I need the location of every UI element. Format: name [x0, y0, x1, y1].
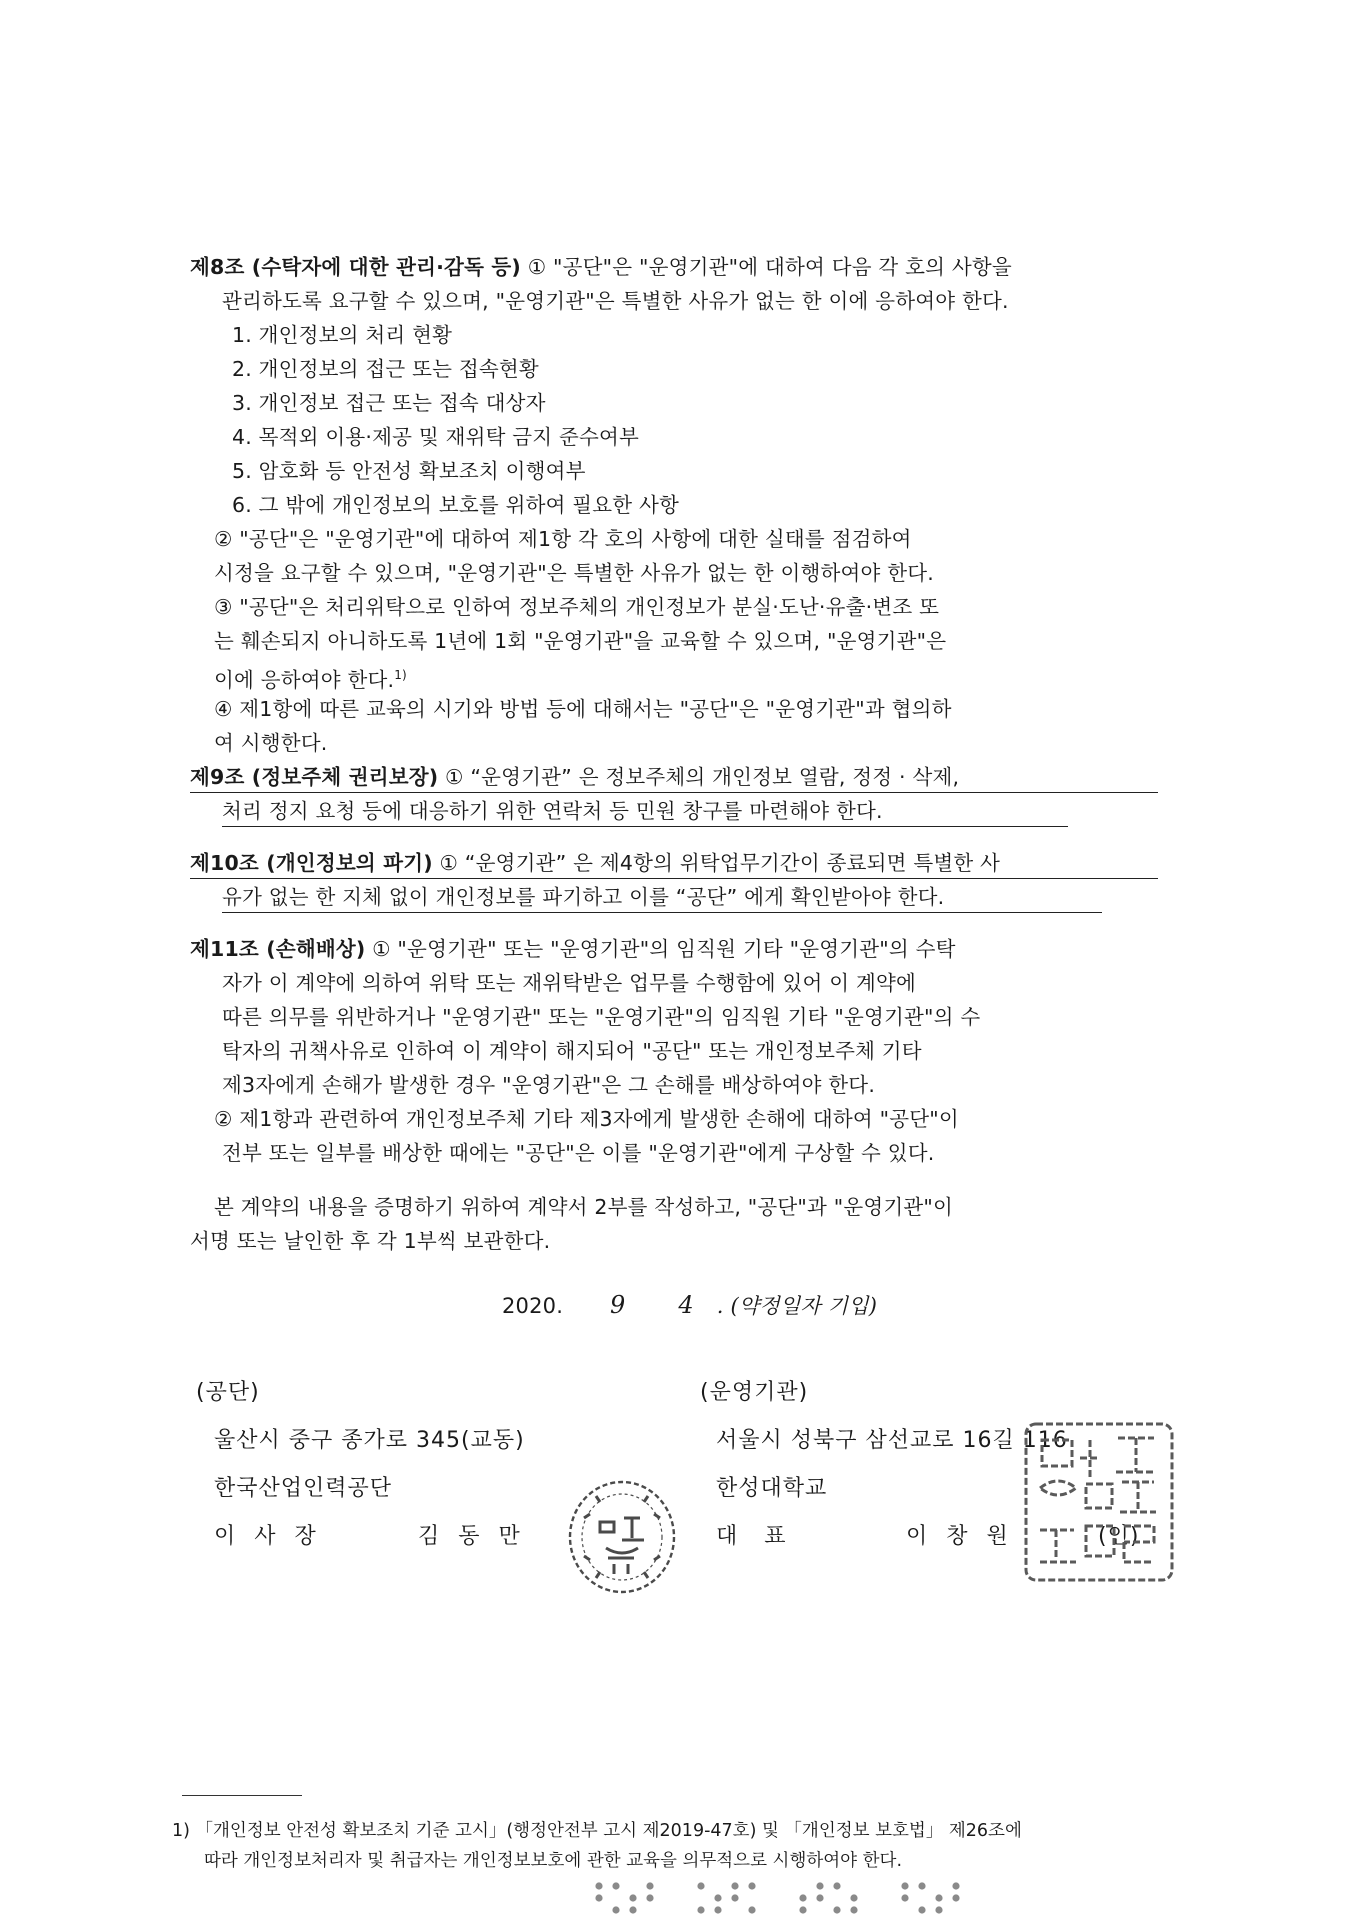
footnote-line2: 따라 개인정보처리자 및 취급자는 개인정보보호에 관한 교육을 의무적으로 시행하여야 한다.: [204, 1851, 903, 1871]
date-day: 4: [678, 1291, 694, 1319]
footnote-ref: 1): [394, 668, 407, 682]
art10-line1: [190, 848, 1000, 878]
art8-line2: 관리하도록 요구할 수 있으며, "운영기관"은 특별한 사유가 없는 한 이에 응하여야 한다.: [222, 289, 1009, 313]
party-b-seal-icon: [1020, 1418, 1178, 1586]
art8-para3-line2: 는 훼손되지 아니하도록 1년에 1회 "운영기관"을 교육할 수 있으며, "운영기관"은: [214, 629, 947, 653]
art8-heading: 제8조 (수탁자에 대한 관리·감독 등): [190, 255, 521, 279]
art9-underline-1: [190, 792, 1158, 793]
party-b-label: (운영기관): [700, 1380, 809, 1405]
art9-line1-text: ① “운영기관” 은 정보주체의 개인정보 열람, 정정 · 삭제,: [438, 765, 960, 789]
watermark-dot: [595, 1882, 602, 1889]
party-b-title: 대 표: [716, 1524, 796, 1549]
art8-line1: [190, 252, 1012, 282]
art8-item-3: 3. 개인정보 접근 또는 접속 대상자: [232, 391, 546, 415]
closing-line1: 본 계약의 내용을 증명하기 위하여 계약서 2부를 작성하고, "공단"과 "운영기관"이: [214, 1195, 954, 1219]
closing-line2: 서명 또는 날인한 후 각 1부씩 보관한다.: [190, 1229, 551, 1253]
art11-line1: [190, 934, 956, 964]
watermark-dot: [646, 1894, 653, 1901]
art9-line1-heading: 제9조 (정보주체 권리보장): [190, 765, 439, 789]
art11-para2-line1: ② 제1항과 관련하여 개인정보주체 기타 제3자에게 발생한 손해에 대하여 "공단"이: [214, 1107, 959, 1131]
watermark-dot: [731, 1882, 738, 1889]
art11-line2: 자가 이 계약에 의하여 위탁 또는 재위탁받은 업무를 수행함에 있어 이 계약에: [222, 971, 916, 995]
watermark-dot: [714, 1906, 721, 1913]
date-year: 2020.: [502, 1294, 564, 1318]
date-suffix: . (약정일자 기입): [716, 1294, 878, 1318]
watermark-dot: [731, 1894, 738, 1901]
art11-line1-text: ① "운영기관" 또는 "운영기관"의 임직원 기타 "운영기관"의 수탁: [365, 937, 956, 961]
watermark-dot: [901, 1882, 908, 1889]
watermark-dot: [918, 1906, 925, 1913]
watermark-dot: [918, 1882, 925, 1889]
art8-item-6: 6. 그 밖에 개인정보의 보호를 위하여 필요한 사항: [232, 493, 680, 517]
art11-para2-line2: 전부 또는 일부를 배상한 때에는 "공단"은 이를 "운영기관"에게 구상할 수 있다.: [222, 1141, 935, 1165]
party-a-label: (공단): [196, 1380, 260, 1405]
art9-line2: 처리 정지 요청 등에 대응하기 위한 연락처 등 민원 창구를 마련해야 한다.: [222, 799, 883, 823]
art8-para2-line2: 시정을 요구할 수 있으며, "운영기관"은 특별한 사유가 없는 한 이행하여야 한다.: [214, 561, 934, 585]
art10-underline-2: [222, 912, 1102, 913]
watermark-dot: [799, 1894, 806, 1901]
party-a-name: 김 동 만: [418, 1524, 526, 1549]
watermark-dot: [697, 1906, 704, 1913]
party-b-name: 이 창 원: [906, 1524, 1014, 1549]
art10-line1-heading: 제10조 (개인정보의 파기): [190, 851, 433, 875]
watermark-dot: [833, 1882, 840, 1889]
art11-line4: 탁자의 귀책사유로 인하여 이 계약이 해지되어 "공단" 또는 개인정보주체 기타: [222, 1039, 922, 1063]
footnote-rule: [182, 1795, 302, 1796]
party-b-org: 한성대학교: [716, 1476, 828, 1501]
watermark-dot: [629, 1906, 636, 1913]
watermark-dot: [816, 1894, 823, 1901]
watermark-dot: [799, 1906, 806, 1913]
watermark-dot: [697, 1882, 704, 1889]
party-a-title: 이 사 장: [214, 1524, 322, 1549]
contract-date: [502, 1290, 877, 1321]
watermark-dot: [935, 1894, 942, 1901]
art8-para4-line1: ④ 제1항에 따른 교육의 시기와 방법 등에 대해서는 "공단"은 "운영기관"과 협의하: [214, 697, 952, 721]
art10-line1-text: ① “운영기관” 은 제4항의 위탁업무기간이 종료되면 특별한 사: [432, 851, 1001, 875]
watermark-dot: [901, 1894, 908, 1901]
art9-underline-2: [222, 826, 1068, 827]
watermark-dot: [595, 1894, 602, 1901]
footnote-line1: 1) 「개인정보 안전성 확보조치 기준 고시」(행정안전부 고시 제2019-47호) 및 「개인정보 보호법」 제26조에: [172, 1821, 1022, 1841]
art11-heading: 제11조 (손해배상): [190, 937, 366, 961]
art11-line5: 제3자에게 손해가 발생한 경우 "운영기관"은 그 손해를 배상하여야 한다.: [222, 1073, 876, 1097]
art8-para3-line1: ③ "공단"은 처리위탁으로 인하여 정보주체의 개인정보가 분실·도난·유출·변조 또: [214, 595, 940, 619]
art9-line1: [190, 762, 959, 792]
art8-item-5: 5. 암호화 등 안전성 확보조치 이행여부: [232, 459, 586, 483]
party-b-seal-mark: (인): [1098, 1524, 1140, 1549]
watermark-dot: [629, 1894, 636, 1901]
watermark-dot: [850, 1906, 857, 1913]
party-a-org: 한국산업인력공단: [214, 1476, 393, 1501]
watermark-dot: [952, 1894, 959, 1901]
art10-line2: 유가 없는 한 지체 없이 개인정보를 파기하고 이를 “공단” 에게 확인받아야 한다.: [222, 885, 945, 909]
watermark-dots: [585, 1880, 965, 1920]
art8-para3-text: 이에 응하여야 한다.: [214, 667, 395, 692]
date-month: 9: [610, 1291, 626, 1319]
watermark-dot: [748, 1882, 755, 1889]
watermark-dot: [612, 1906, 619, 1913]
watermark-dot: [646, 1882, 653, 1889]
art8-para3-line3: [214, 660, 407, 695]
party-a-seal-icon: [566, 1478, 678, 1596]
art10-underline-1: [190, 878, 1158, 879]
art8-line1-text: ① "공단"은 "운영기관"에 대하여 다음 각 호의 사항을: [520, 255, 1012, 279]
art8-para4-line2: 여 시행한다.: [214, 731, 328, 755]
watermark-dot: [816, 1882, 823, 1889]
watermark-dot: [748, 1906, 755, 1913]
art8-item-1: 1. 개인정보의 처리 현황: [232, 323, 453, 347]
watermark-dot: [612, 1882, 619, 1889]
watermark-dot: [935, 1906, 942, 1913]
party-b-address: 서울시 성북구 삼선교로 16길 116: [716, 1428, 1068, 1453]
watermark-dot: [714, 1894, 721, 1901]
art8-para2-line1: ② "공단"은 "운영기관"에 대하여 제1항 각 호의 사항에 대한 실태를 점검하여: [214, 527, 912, 551]
watermark-dot: [833, 1906, 840, 1913]
party-a-address: 울산시 중구 종가로 345(교동): [214, 1428, 525, 1453]
watermark-dot: [952, 1882, 959, 1889]
watermark-dot: [850, 1894, 857, 1901]
art8-item-4: 4. 목적외 이용·제공 및 재위탁 금지 준수여부: [232, 425, 640, 449]
art8-item-2: 2. 개인정보의 접근 또는 접속현황: [232, 357, 539, 381]
art11-line3: 따른 의무를 위반하거나 "운영기관" 또는 "운영기관"의 임직원 기타 "운영기관"의 수: [222, 1005, 981, 1029]
